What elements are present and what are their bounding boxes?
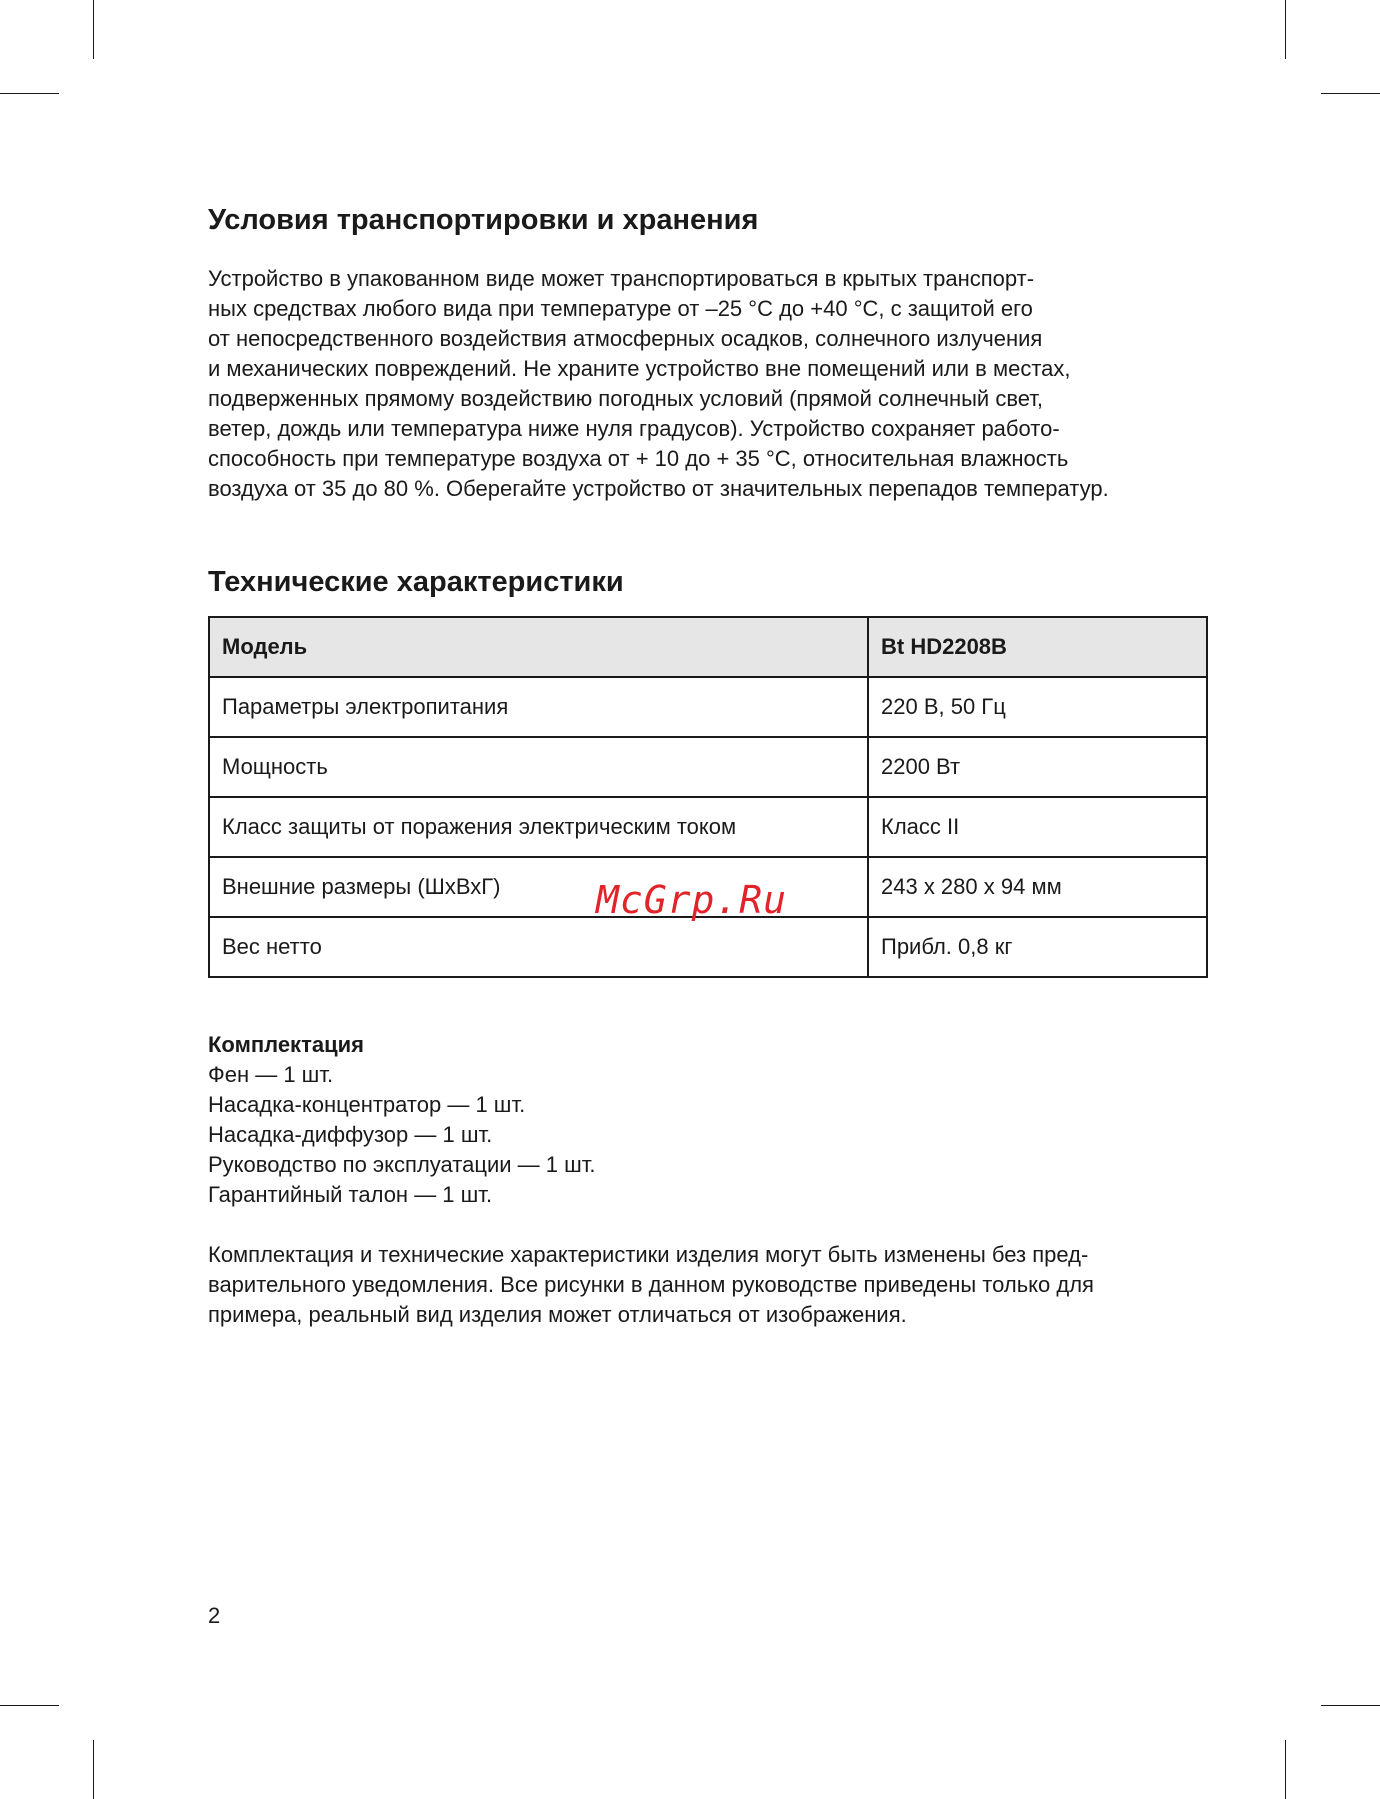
list-item: Руководство по эксплуатации — 1 шт. [208, 1152, 596, 1177]
transport-title: Условия транспортировки и хранения [208, 204, 759, 236]
list-item: Насадка-диффузор — 1 шт. [208, 1122, 493, 1147]
text-line: от непосредственного воздействия атмосферных осадков, солнечного излучения [208, 326, 1043, 351]
crop-mark [93, 0, 94, 59]
watermark: McGrp.Ru [596, 878, 788, 922]
crop-mark [1285, 0, 1286, 59]
crop-mark [1321, 93, 1380, 94]
table-header-row [209, 617, 1207, 677]
table-row [209, 917, 1207, 977]
table-row [209, 677, 1207, 737]
spec-label: Мощность [209, 737, 868, 797]
text-line: Устройство в упакованном виде может транспортироваться в крытых транспорт- [208, 266, 1035, 291]
text-line: примера, реальный вид изделия может отличаться от изображения. [208, 1302, 907, 1327]
list-item: Фен — 1 шт. [208, 1062, 334, 1087]
spec-value: 2200 Вт [868, 737, 1207, 797]
spec-value: Класс II [868, 797, 1207, 857]
text-line: способность при температуре воздуха от + 10 до + 35 °C, относительная влажность [208, 446, 1069, 471]
spec-value: Прибл. 0,8 кг [868, 917, 1207, 977]
header-cell-model-value: Bt HD2208B [868, 617, 1207, 677]
crop-mark [93, 1740, 94, 1799]
text-line: варительного уведомления. Все рисунки в данном руководстве приведены только для [208, 1272, 1094, 1297]
text-line: и механических повреждений. Не храните устройство вне помещений или в местах, [208, 356, 1071, 381]
page-number: 2 [208, 1603, 221, 1628]
spec-label: Внешние размеры (ШхВхГ) [209, 857, 868, 917]
crop-mark [0, 93, 59, 94]
transport-paragraph [208, 264, 1208, 504]
text-line: подверженных прямому воздействию погодных условий (прямой солнечный свет, [208, 386, 1044, 411]
list-item: Насадка-концентратор — 1 шт. [208, 1092, 526, 1117]
crop-mark [1285, 1740, 1286, 1799]
list-item: Гарантийный талон — 1 шт. [208, 1182, 493, 1207]
page-content [208, 198, 1208, 1330]
text-line: Комплектация и технические характеристики изделия могут быть изменены без пред- [208, 1242, 1089, 1267]
spec-value: 220 В, 50 Гц [868, 677, 1207, 737]
text-line: ных средствах любого вида при температуре от –25 °C до +40 °C, с защитой его [208, 296, 1033, 321]
crop-mark [1321, 1705, 1380, 1706]
specs-table [208, 616, 1208, 978]
spec-value: 243 x 280 x 94 мм [868, 857, 1207, 917]
header-cell-model: Модель [209, 617, 868, 677]
spec-label: Параметры электропитания [209, 677, 868, 737]
table-row [209, 797, 1207, 857]
text-line: ветер, дождь или температура ниже нуля градусов). Устройство сохраняет работо- [208, 416, 1060, 441]
specs-title: Технические характеристики [208, 566, 624, 598]
spec-label: Класс защиты от поражения электрическим током [209, 797, 868, 857]
kit-title: Комплектация [208, 1032, 364, 1057]
notice-paragraph [208, 1240, 1208, 1330]
crop-mark [0, 1705, 59, 1706]
kit-list [208, 1060, 1208, 1210]
spec-label: Вес нетто [209, 917, 868, 977]
text-line: воздуха от 35 до 80 %. Оберегайте устройство от значительных перепадов температур. [208, 476, 1109, 501]
table-row [209, 737, 1207, 797]
